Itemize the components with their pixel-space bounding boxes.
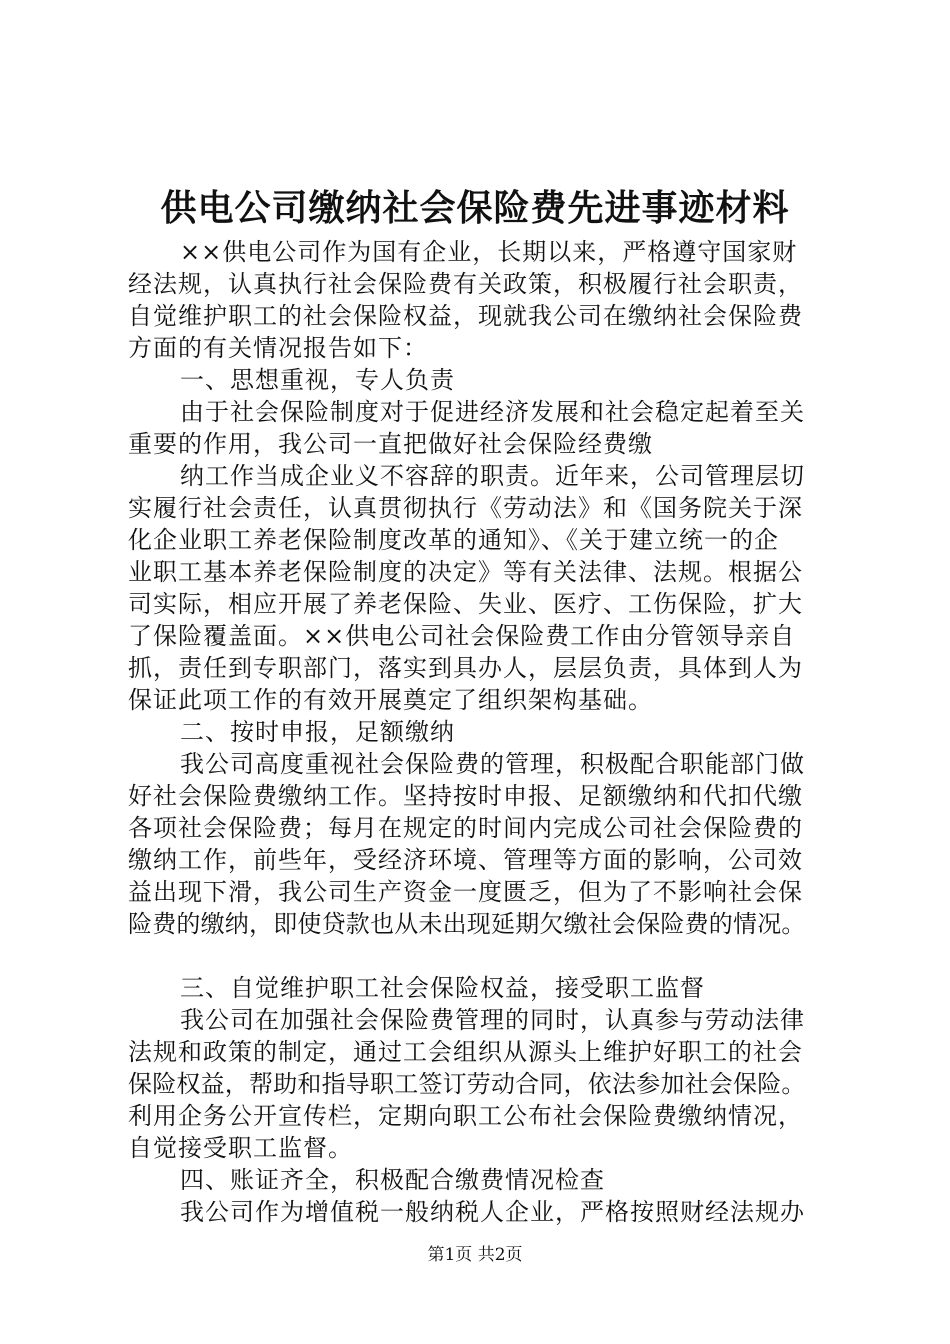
paragraph-line: ××供电公司作为国有企业，长期以来，严格遵守国家财 <box>180 238 798 266</box>
paragraph-line: 重要的作用，我公司一直把做好社会保险经费缴 <box>128 430 653 458</box>
paragraph-line: 实履行社会责任，认真贯彻执行《劳动法》和《国务院关于深 <box>128 494 803 522</box>
paragraph-line: 险费的缴纳，即使贷款也从未出现延期欠缴社会保险费的情况。 <box>128 910 806 938</box>
page-number: 第1页 共2页 <box>427 1245 523 1265</box>
section-heading-2: 二、按时申报，足额缴纳 <box>180 718 455 746</box>
paragraph-line: 法规和政策的制定，通过工会组织从源头上维护好职工的社会 <box>128 1038 803 1066</box>
paragraph-line: 方面的有关情况报告如下： <box>128 334 428 362</box>
paragraph-line: 自觉接受职工监督。 <box>128 1134 353 1162</box>
paragraph-spacer <box>128 940 828 972</box>
paragraph-line: 自觉维护职工的社会保险权益，现就我公司在缴纳社会保险费 <box>128 302 803 330</box>
paragraph-line: 司实际，相应开展了养老保险、失业、医疗、工伤保险，扩大 <box>128 590 803 618</box>
paragraph-line: 保证此项工作的有效开展奠定了组织架构基础。 <box>128 686 653 714</box>
paragraph-line: 益出现下滑，我公司生产资金一度匮乏，但为了不影响社会保 <box>128 878 803 906</box>
document-body <box>128 236 828 1228</box>
section-heading-3: 三、自觉维护职工社会保险权益，接受职工监督 <box>180 974 705 1002</box>
section-heading-4: 四、账证齐全，积极配合缴费情况检查 <box>180 1166 605 1194</box>
paragraph-line: 经法规，认真执行社会保险费有关政策，积极履行社会职责， <box>128 270 803 298</box>
paragraph-line: 利用企务公开宣传栏，定期向职工公布社会保险费缴纳情况， <box>128 1102 803 1130</box>
paragraph-line: 缴纳工作，前些年，受经济环境、管理等方面的影响，公司效 <box>128 846 803 874</box>
paragraph-line: 我公司作为增值税一般纳税人企业，严格按照财经法规办 <box>180 1198 805 1226</box>
section-heading-1: 一、思想重视，专人负责 <box>180 366 455 394</box>
paragraph-line: 保险权益，帮助和指导职工签订劳动合同，依法参加社会保险。 <box>128 1070 806 1098</box>
paragraph-line: 由于社会保险制度对于促进经济发展和社会稳定起着至关 <box>180 398 805 426</box>
paragraph-line: 化企业职工养老保险制度改革的通知》、《关于建立统一的企 <box>128 526 779 554</box>
paragraph-line: 纳工作当成企业义不容辞的职责。近年来，公司管理层切 <box>180 462 805 490</box>
paragraph-line: 抓，责任到专职部门，落实到具办人，层层负责，具体到人为 <box>128 654 803 682</box>
paragraph-line: 业职工基本养老保险制度的决定》等有关法律、法规。根据公 <box>128 558 803 586</box>
paragraph-line: 好社会保险费缴纳工作。坚持按时申报、足额缴纳和代扣代缴 <box>128 782 803 810</box>
page-title: 供电公司缴纳社会保险费先进事迹材料 <box>160 187 790 229</box>
paragraph-line: 我公司在加强社会保险费管理的同时，认真参与劳动法律 <box>180 1006 805 1034</box>
paragraph-line: 各项社会保险费；每月在规定的时间内完成公司社会保险费的 <box>128 814 803 842</box>
paragraph-line: 我公司高度重视社会保险费的管理，积极配合职能部门做 <box>180 750 805 778</box>
paragraph-line: 了保险覆盖面。××供电公司社会保险费工作由分管领导亲自 <box>128 622 796 650</box>
